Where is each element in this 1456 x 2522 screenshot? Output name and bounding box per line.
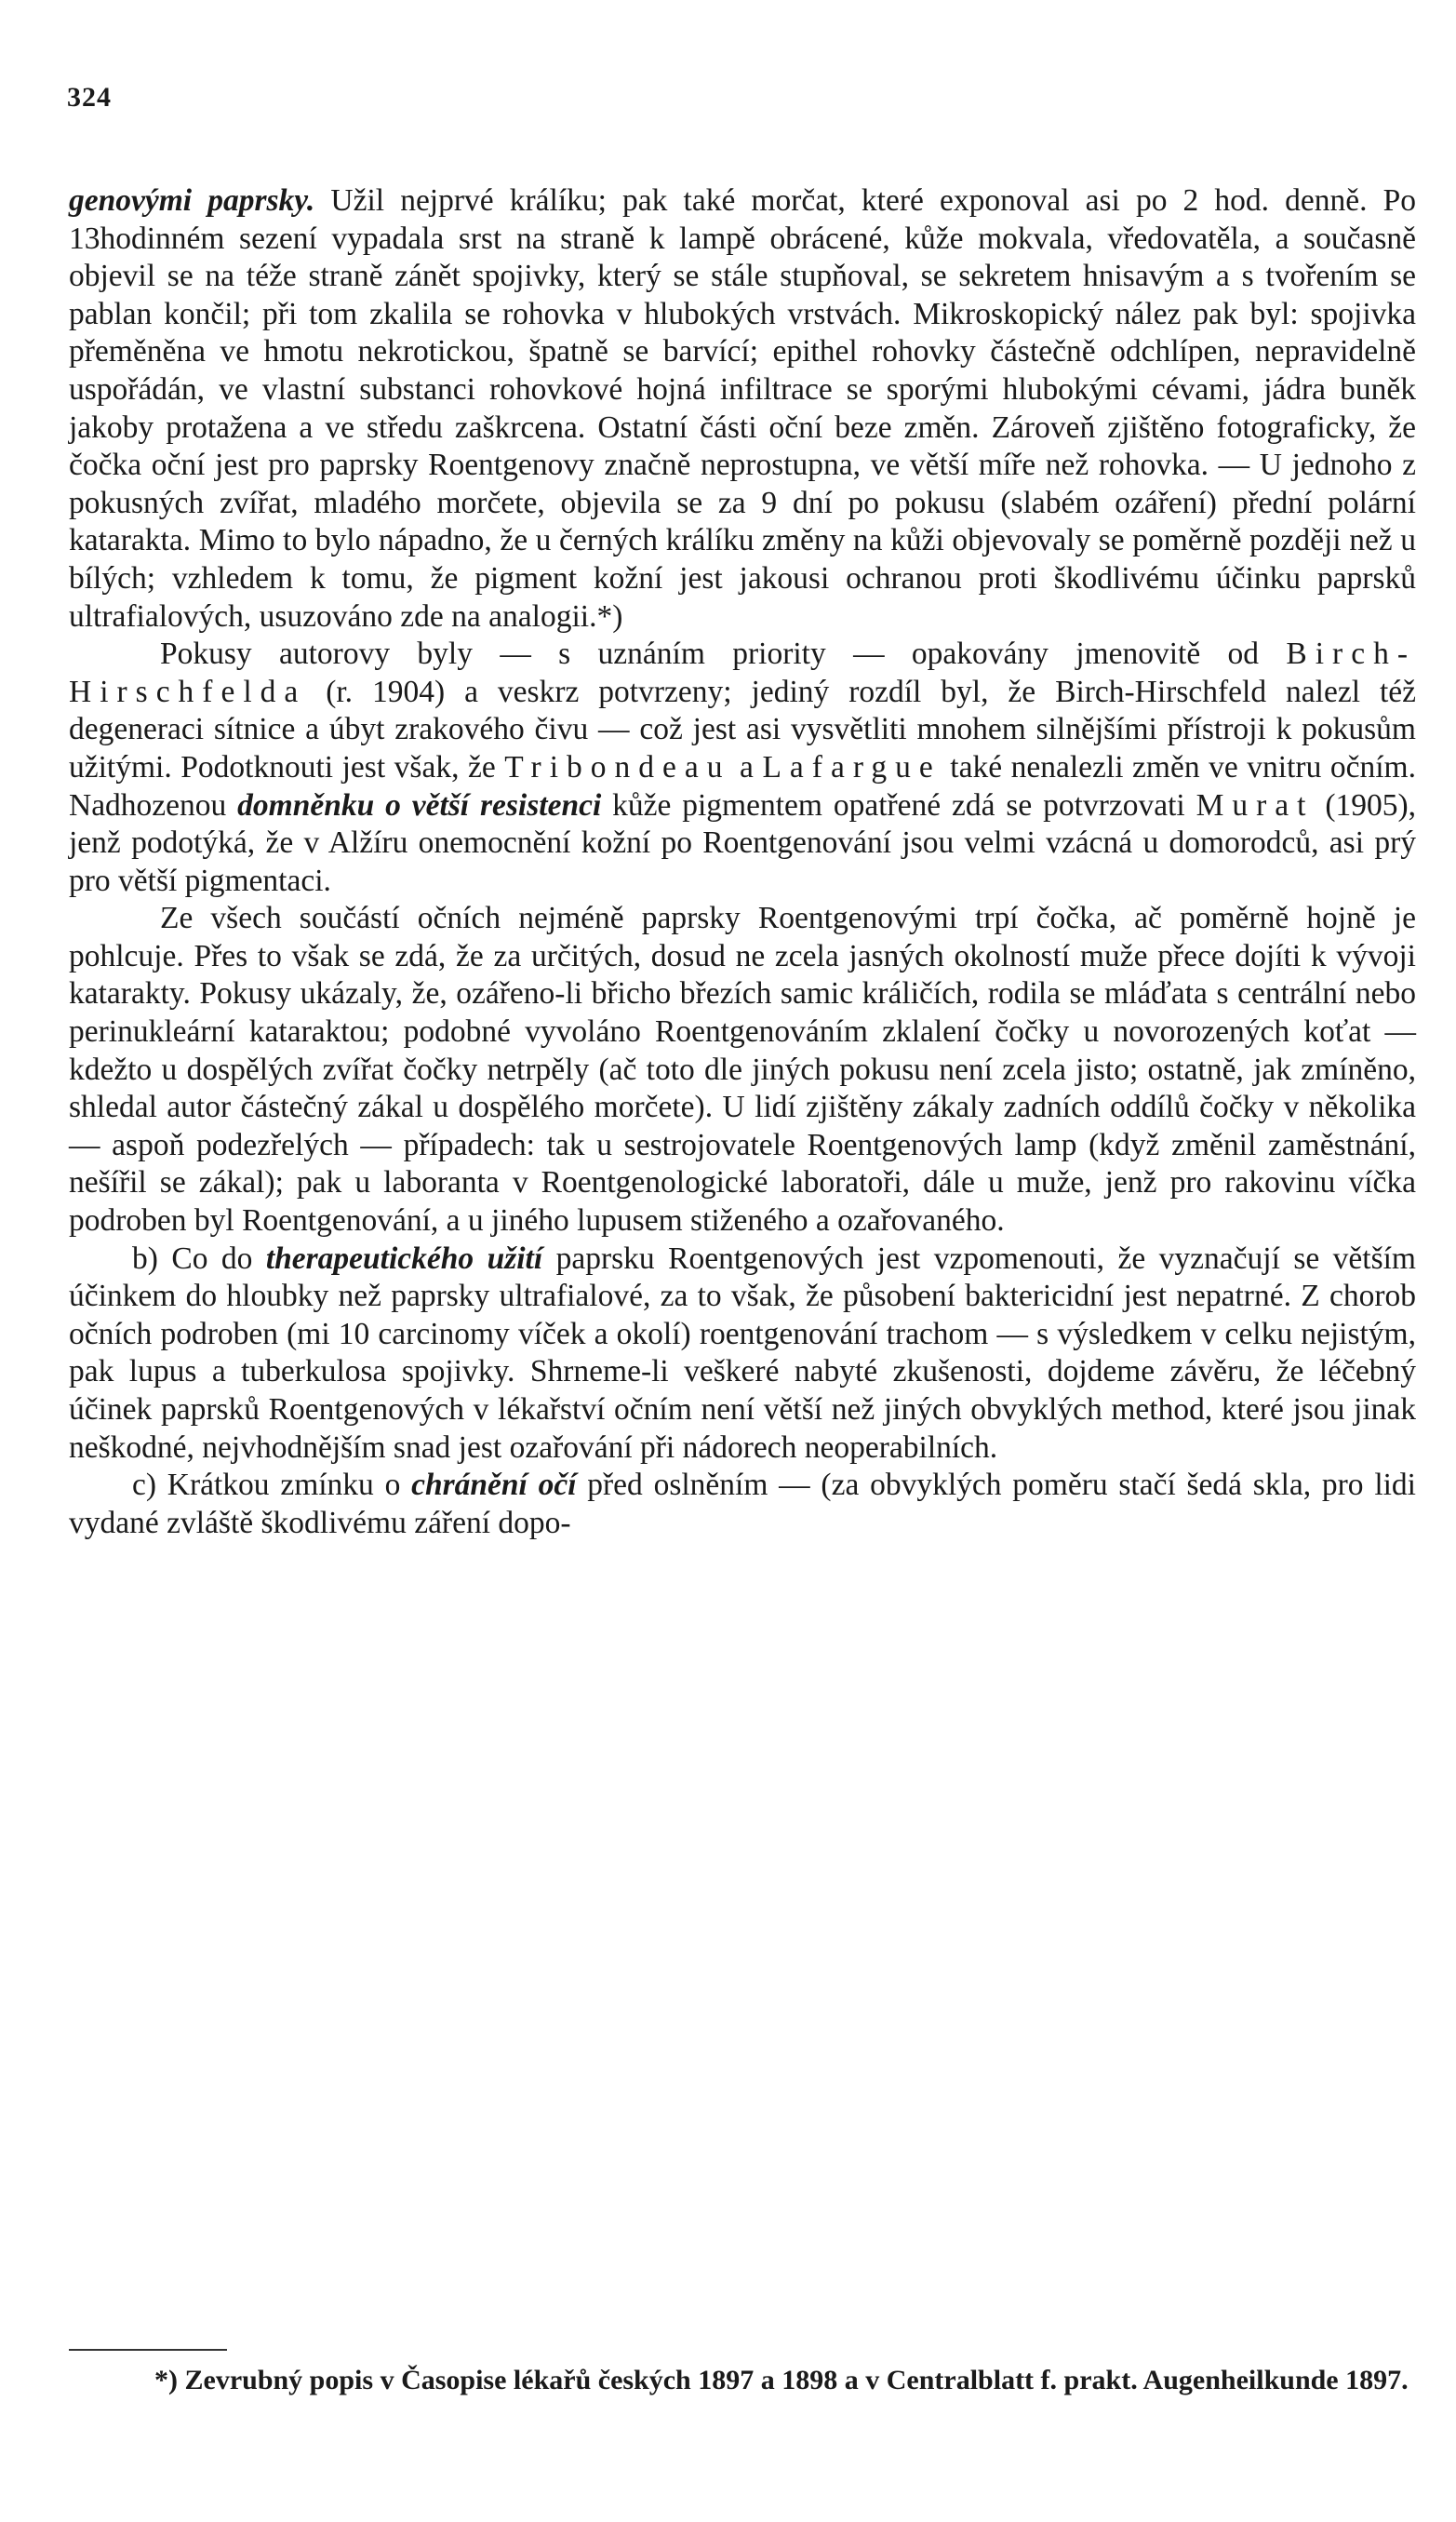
paragraph <box>69 1467 1416 1542</box>
emphasized-text: chránění očí <box>411 1468 577 1503</box>
paragraph <box>69 900 1416 1240</box>
emphasized-text: Tribondeau <box>504 749 731 785</box>
text-run: (r. 1904) a veskrz potvrzeny; jediný rozdíl byl, že Birch-Hirschfeld nalezl též degeneraci sítnice a úbyt zrakového čivu — což jest asi vysvětliti mnohem silnějšími přístroji k pokusům užitými. Podotknouti jest však, že <box>69 674 1416 785</box>
text-run: Ze všech součástí očních nejméně paprsky Roentgenovými trpí čočka, ač poměrně hojně je pohlcuje. Přes to však se zdá, že za určitých, dosud ne zcela jasných okolností muže přece dojíti k vývoji katarakty. Pokusy ukázaly, že, ozářeno-li břicho březích samic králičích, rodila se mláďata s centrální nebo perinukleární kataraktou; podobné vyvoláno Roentgenováním zklalení čočky u novorozených koťat — kdežto u dospělých zvířat čočky netrpěly (ač toto dle jiných pokusu není zcela jisto; ostatně, jak zmíněno, shledal autor částečný zákal u dospělého morčete). U lidí zjištěny zákaly zadních oddílů čočky v několika — aspoň podezřelých — případech: tak u sestrojovatele Roentgenových lamp (když změnil zaměstnání, nešířil se zákal); pak u laboranta v Roentgenologické laboratoři, dále u muže, jenž pro rakovinu víčka podroben byl Roentgenování, a u jiného lupusem stiženého a ozařovaného. <box>69 901 1416 1239</box>
text-run: a <box>730 749 763 785</box>
emphasized-text: Lafargue <box>762 749 942 785</box>
emphasized-text: Murat <box>1196 787 1315 823</box>
page-number: 324 <box>67 82 112 113</box>
paragraph <box>69 636 1416 900</box>
emphasized-text: Birch-Hirschfelda <box>69 637 1416 709</box>
text-run: c) Krátkou zmínku o <box>132 1468 412 1503</box>
footnote-text: *) Zevrubný popis v Časopise lékařů českých 1897 a 1898 a v Centralblatt f. prakt. Augenheilkunde 1897. <box>154 2365 1409 2395</box>
body-text <box>69 182 1416 1542</box>
text-run: Užil nejprvé králíku; pak také morčat, které exponoval asi po 2 hod. denně. Po 13hodinném sezení vypadala srst na straně k lampě obrácené, kůže mokvala, vředovatěla, a současně objevil se na téže straně zánět spojivky, který se stále stupňoval, se sekretem hnisavým a s tvořením se pablan končil; při tom zkalila se rohovka v hlubokých vrstvách. Mikroskopický nález pak byl: spojivka přeměněna ve hmotu nekrotickou, špatně se barvící; epithel rohovky částečně odchlípen, nepravidelně uspořádán, ve vlastní substanci rohovkové hojná infiltrace se sporými hlubokými cévami, jádra buněk jakoby protažena a ve středu zaškrcena. Ostatní části oční beze změn. Zároveň zjištěno fotograficky, že čočka oční jest pro paprsky Roentgenovy značně neprostupna, ve větší míře než rohovka. — U jednoho z pokusných zvířat, mladého morčete, objevila se za 9 dní po pokusu (slabém ozáření) přední polární katarakta. Mimo to bylo nápadno, že u černých králíku změny na kůži objevovaly se poměrně později než u bílých; vzhledem k tomu, že pigment kožní jest jakousi ochranou proti škodlivému účinku paprsků ultrafialových, usuzováno zde na analogii.*) <box>69 183 1416 634</box>
footnote <box>69 2362 1416 2399</box>
emphasized-text: genovými paprsky. <box>69 183 315 218</box>
paragraph <box>69 182 1416 636</box>
emphasized-text: domněnku o větší resistenci <box>237 787 602 823</box>
text-run: před oslněním — (za obvyklých poměru stačí šedá skla, pro lidi vydané zvláště škodlivému záření dopo- <box>69 1468 1416 1540</box>
emphasized-text: therapeutického užití <box>265 1241 543 1276</box>
text-run: (1905), jenž podotýká, že v Alžíru onemocnění kožní po Roentgenování jsou velmi vzácná u domorodců, asi prý pro větší pigmentaci. <box>69 787 1417 898</box>
text-run: Pokusy autorovy byly — s uznáním priority — opakovány jmenovitě od <box>160 637 1287 672</box>
text-run: také nenalezli změn ve vnitru očním. Nadhozenou <box>69 749 1416 823</box>
text-run: paprsku Roentgenových jest vzpomenouti, že vyznačují se větším účinkem do hloubky než paprsky ultrafialové, za to však, že působení baktericidní jest nepatrné. Z chorob očních podroben (mi 10 carcinomy víček a okolí) roentgenování trachom — s výsledkem v celku nejistým, pak lupus a tuberkulosa spojivky. Shrneme-li veškeré nabyté zkušenosti, dojdeme závěru, že léčebný účinek paprsků Roentgenových v lékařství očním není větší než jiných obvyklých method, které jsou jinak neškodné, nejvhodnějším snad jest ozařování při nádorech neoperabilních. <box>69 1241 1416 1465</box>
text-run: b) Co do <box>132 1241 266 1276</box>
footnote-rule <box>69 2349 227 2351</box>
text-run: kůže pigmentem opatřené zdá se potvrzovati <box>601 787 1196 823</box>
paragraph <box>69 1241 1416 1468</box>
